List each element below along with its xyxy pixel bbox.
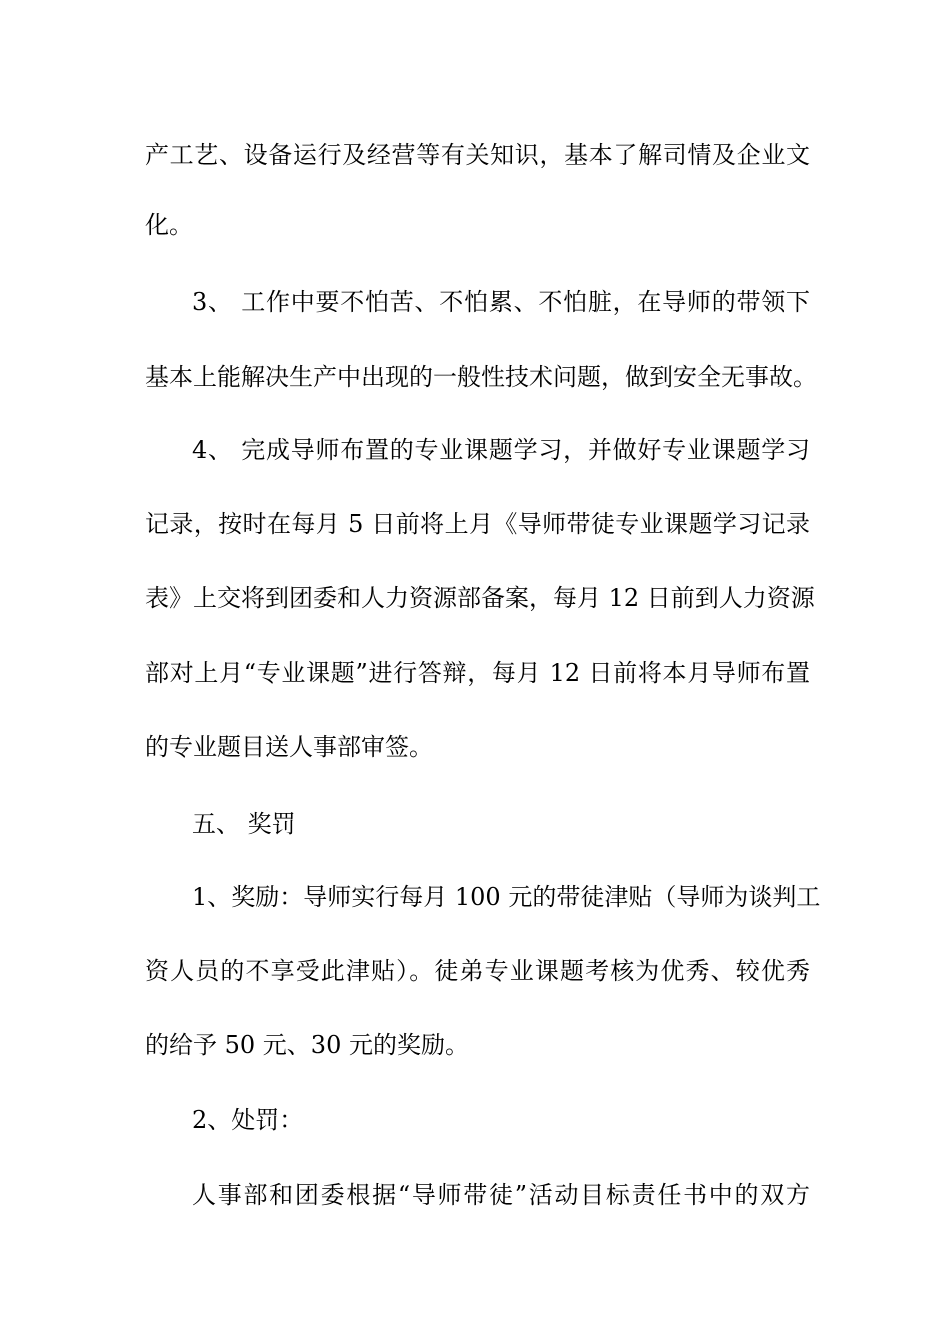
text-line: 3、 工作中要不怕苦、不怕累、不怕脏，在导师的带领下	[192, 288, 810, 316]
text-line: 的专业题目送人事部审签。	[145, 733, 433, 761]
text-line: 4、 完成导师布置的专业课题学习，并做好专业课题学习	[192, 436, 810, 464]
text-line: 记录，按时在每月 5 日前将上月《导师带徒专业课题学习记录	[145, 510, 810, 538]
text-line: 人事部和团委根据“导师带徒”活动目标责任书中的双方	[192, 1181, 810, 1209]
section-heading: 五、 奖罚	[192, 810, 296, 838]
text-line: 2、处罚：	[192, 1106, 304, 1134]
text-line: 1、奖励：导师实行每月 100 元的带徒津贴（导师为谈判工	[192, 883, 821, 911]
text-line: 表》上交将到团委和人力资源部备案，每月 12 日前到人力资源	[145, 584, 815, 612]
text-line: 化。	[145, 211, 193, 239]
text-line: 基本上能解决生产中出现的一般性技术问题，做到安全无事故。	[145, 363, 817, 391]
text-line: 资人员的不享受此津贴）。徒弟专业课题考核为优秀、较优秀	[145, 957, 810, 985]
text-line: 部对上月“专业课题”进行答辩，每月 12 日前将本月导师布置	[145, 659, 810, 687]
text-line: 的给予 50 元、30 元的奖励。	[145, 1031, 469, 1059]
text-line: 产工艺、设备运行及经营等有关知识，基本了解司情及企业文	[145, 141, 810, 169]
